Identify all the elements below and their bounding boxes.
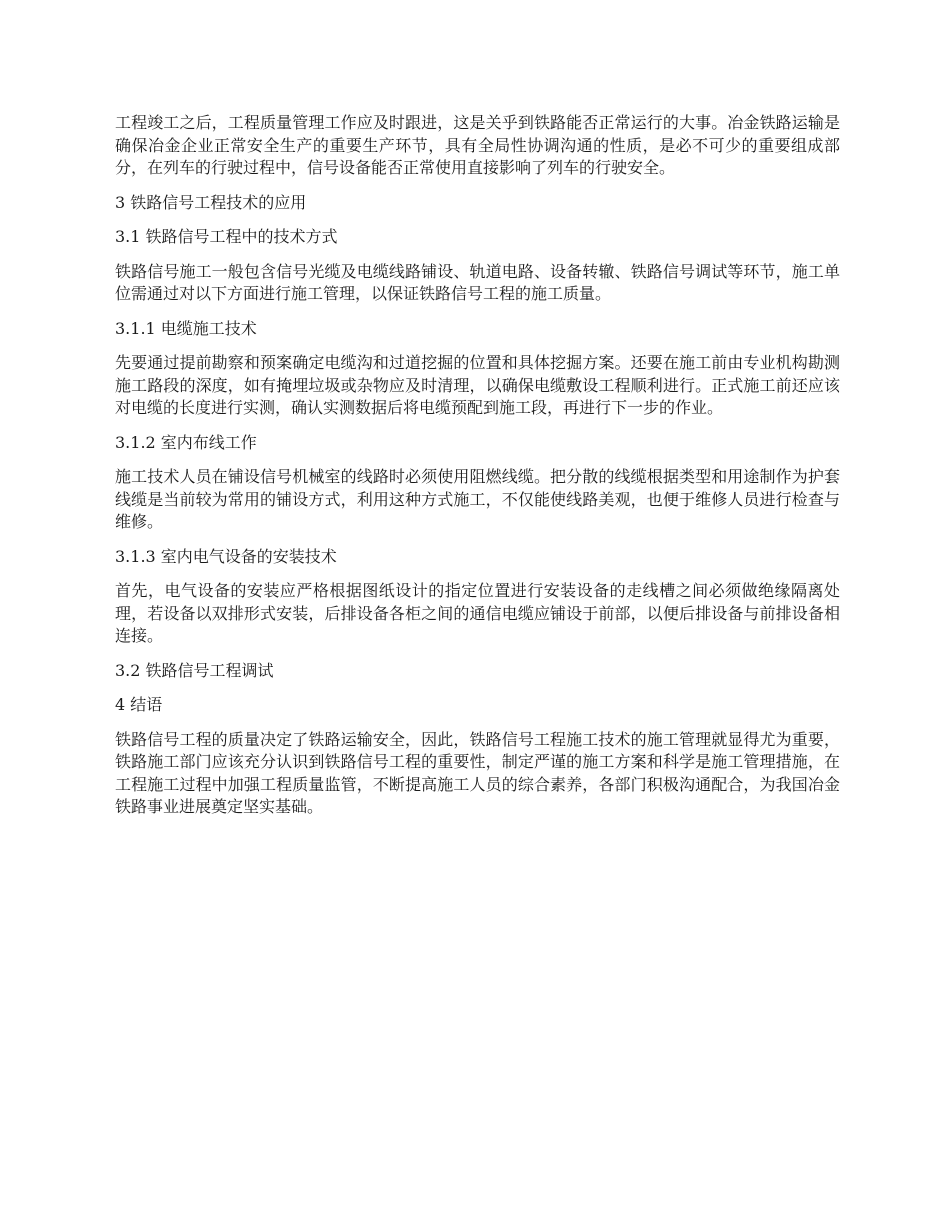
- document-page: [115, 112, 840, 831]
- heading-3-1-2: 3.1.2 室内布线工作: [115, 432, 257, 452]
- heading-3-1-3: 3.1.3 室内电气设备的安装技术: [115, 546, 337, 566]
- heading-3-1-1: 3.1.1 电缆施工技术: [115, 318, 257, 338]
- paragraph-indoor-wiring: 施工技术人员在铺设信号机械室的线路时必须使用阻燃线缆。把分散的线缆根据类型和用途制作为护套线缆是当前较为常用的铺设方式，利用这种方式施工，不仅能使线路美观，也便于维修人员进行检查与维修。: [115, 467, 840, 531]
- heading-3-2: 3.2 铁路信号工程调试: [115, 660, 274, 680]
- paragraph-cable-construction: 先要通过提前勘察和预案确定电缆沟和过道挖掘的位置和具体挖掘方案。还要在施工前由专业机构勘测施工路段的深度，如有掩埋垃圾或杂物应及时清理，以确保电缆敷设工程顺利进行。正式施工前还应该对电缆的长度进行实测，确认实测数据后将电缆预配到施工段，再进行下一步的作业。: [115, 353, 840, 417]
- heading-4: 4 结语: [115, 695, 163, 714]
- heading-3-1: 3.1 铁路信号工程中的技术方式: [115, 227, 338, 246]
- paragraph-construction-overview: 铁路信号施工一般包含信号光缆及电缆线路铺设、轨道电路、设备转辙、铁路信号调试等环节，施工单位需通过对以下方面进行施工管理，以保证铁路信号工程的施工质量。: [115, 261, 840, 303]
- paragraph-conclusion: 铁路信号工程的质量决定了铁路运输安全，因此，铁路信号工程施工技术的施工管理就显得尤为重要，铁路施工部门应该充分认识到铁路信号工程的重要性，制定严谨的施工方案和科学是施工管理措施，在工程施工过程中加强工程质量监管，不断提高施工人员的综合素养，各部门积极沟通配合，为我国冶金铁路事业进展奠定坚实基础。: [115, 729, 840, 816]
- paragraph-electrical-installation: 首先，电气设备的安装应严格根据图纸设计的指定位置进行安装设备的走线槽之间必须做绝缘隔离处理，若设备以双排形式安装，后排设备各柜之间的通信电缆应铺设于前部，以便后排设备与前排设备相连接。: [115, 581, 840, 645]
- heading-3: 3 铁路信号工程技术的应用: [115, 192, 307, 212]
- paragraph-completion-quality: 工程竣工之后，工程质量管理工作应及时跟进，这是关乎到铁路能否正常运行的大事。冶金铁路运输是确保冶金企业正常安全生产的重要生产环节，具有全局性协调沟通的性质，是必不可少的重要组成部分，在列车的行驶过程中，信号设备能否正常使用直接影响了列车的行驶安全。: [115, 113, 840, 177]
